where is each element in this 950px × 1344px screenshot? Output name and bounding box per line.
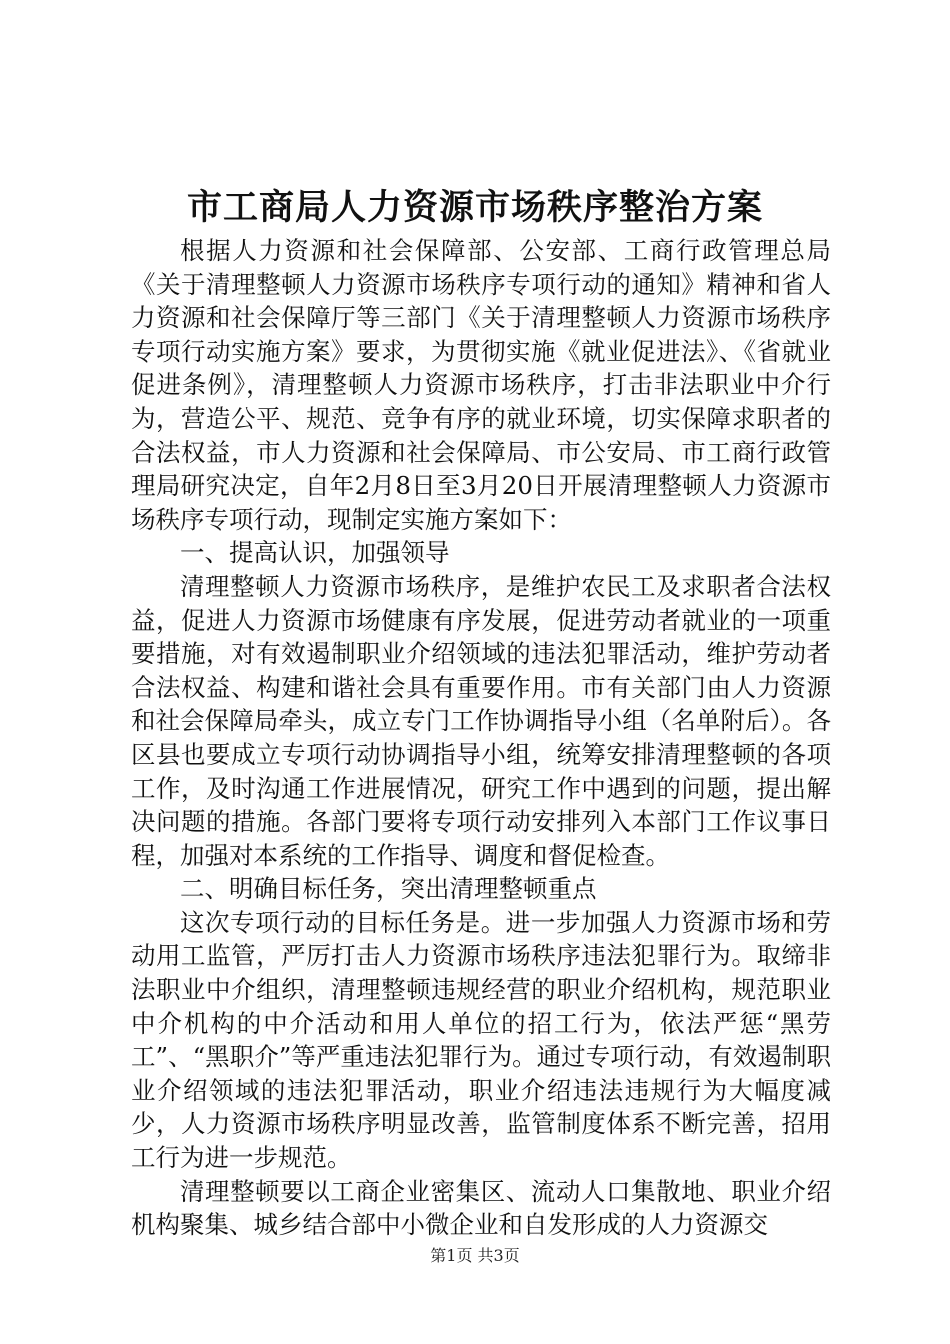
section-heading-2: 二、明确目标任务，突出清理整顿重点 bbox=[180, 874, 597, 904]
paragraph-intro: 根据人力资源和社会保障部、公安部、工商行政管理总局《关于清理整顿人力资源市场秩序专项行动的通知》精神和省人力资源和社会保障厅等三部门《关于清理整顿人力资源市场秩序专项行动实施方案》要求，为贯彻实施《就业促进法》、《省就业促进条例》，清理整顿人力资源市场秩序，打击非法职业中介行为，营造公平、规范、竞争有序的就业环境，切实保障求职者的合法权益，市人力资源和社会保障局、市公安局、市工商行政管理局研究决定，自年2月8日至3月20日开展清理整顿人力资源市场秩序专项行动，现制定实施方案如下： bbox=[131, 236, 831, 534]
document-body bbox=[131, 234, 831, 1242]
paragraph-section-2-continued: 清理整顿要以工商企业密集区、流动人口集散地、职业介绍机构聚集、城乡结合部中小微企业和自发形成的人力资源交 bbox=[131, 1176, 831, 1240]
document-title: 市工商局人力资源市场秩序整治方案 bbox=[186, 187, 763, 228]
paragraph-section-1: 清理整顿人力资源市场秩序，是维护农民工及求职者合法权益，促进人力资源市场健康有序发展，促进劳动者就业的一项重要措施，对有效遏制职业介绍领域的违法犯罪活动，维护劳动者合法权益、构建和谐社会具有重要作用。市有关部门由人力资源和社会保障局牵头，成立专门工作协调指导小组（名单附后）。各区县也要成立专项行动协调指导小组，统筹安排清理整顿的各项工作，及时沟通工作进展情况，研究工作中遇到的问题，提出解决问题的措施。各部门要将专项行动安排列入本部门工作议事日程，加强对本系统的工作指导、调度和督促检查。 bbox=[131, 571, 831, 870]
section-heading-1: 一、提高认识，加强领导 bbox=[180, 538, 450, 568]
page-footer: 第1页 共3页 bbox=[430, 1246, 520, 1265]
paragraph-section-2: 这次专项行动的目标任务是。进一步加强人力资源市场和劳动用工监管，严厉打击人力资源市场秩序违法犯罪行为。取缔非法职业中介组织，清理整顿违规经营的职业介绍机构，规范职业中介机构的中介活动和用人单位的招工行为，依法严惩“黑劳工”、“黑职介”等严重违法犯罪行为。通过专项行动，有效遏制职业介绍领域的违法犯罪活动，职业介绍违法违规行为大幅度减少，人力资源市场秩序明显改善，监管制度体系不断完善，招用工行为进一步规范。 bbox=[131, 907, 831, 1173]
